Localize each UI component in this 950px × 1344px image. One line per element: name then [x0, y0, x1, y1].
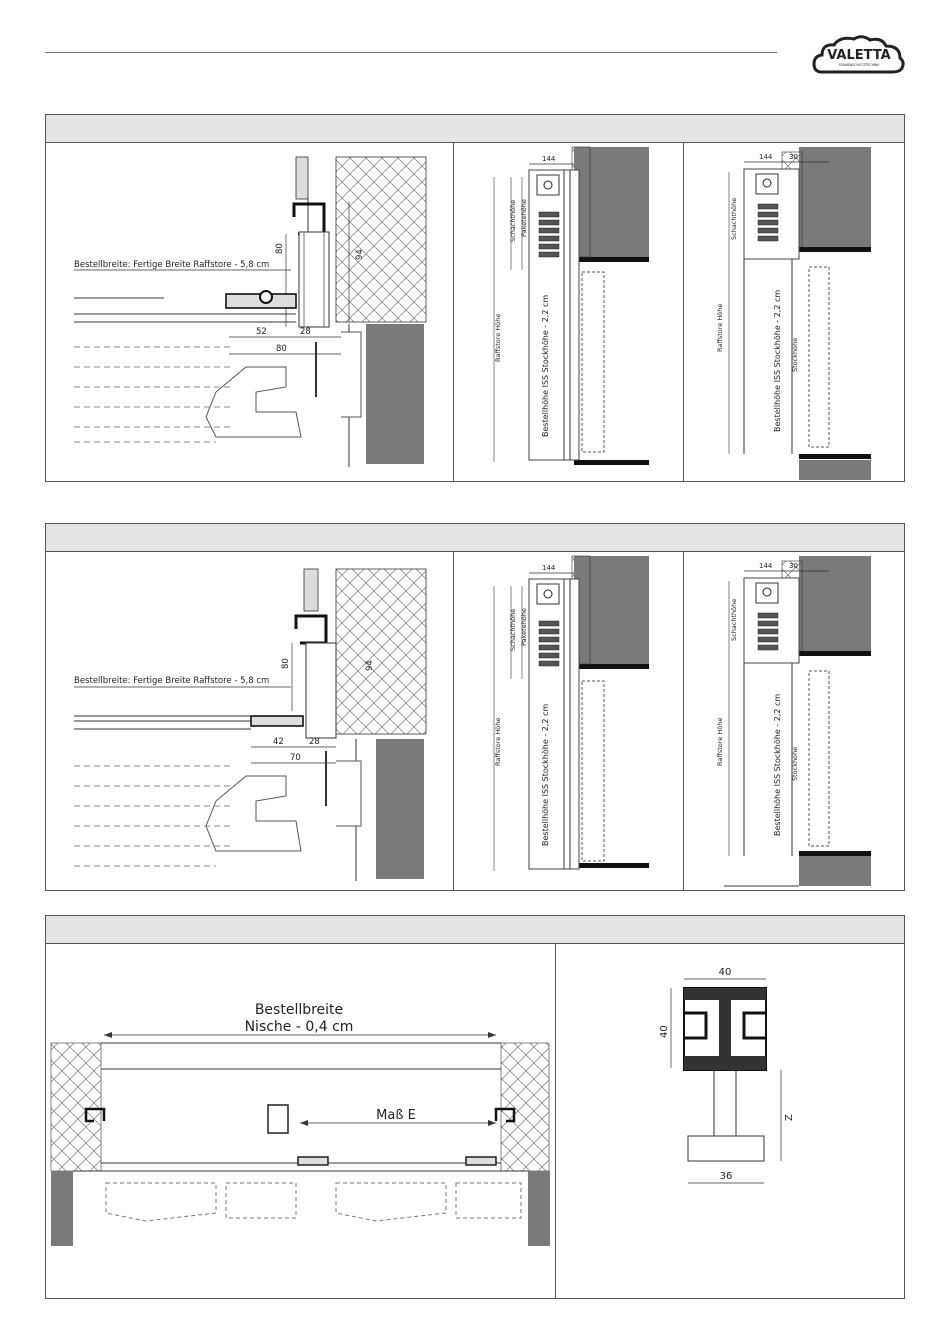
side-a-package-height: Paketehöhe [520, 199, 528, 237]
side-b-order-height: Bestellhöhe ISS Stockhöhe - 2,2 cm [773, 289, 782, 432]
dim-42: 42 [273, 737, 284, 747]
section-3-header [46, 916, 904, 944]
section-2-side-a-drawing [454, 551, 684, 890]
section-1-side-b-drawing [684, 142, 906, 481]
side-a-order-height: Bestellhöhe ISS Stockhöhe - 2,2 cm [541, 703, 550, 846]
side-b-raffstore-height: Raffstore Höhe [716, 717, 724, 766]
section-2-header [46, 524, 904, 552]
dim-94-vertical: 94 [365, 660, 375, 671]
logo-tagline: SONNENSCHUTZTECHNIK [838, 63, 880, 67]
dim-94-vertical: 94 [355, 249, 365, 260]
section-1-side-a-drawing [454, 142, 684, 481]
section-2-detail-cell [46, 551, 454, 890]
dim-70: 70 [290, 753, 301, 763]
dim-28: 28 [300, 327, 311, 337]
section-1-header [46, 115, 904, 143]
section-3-plan-cell [46, 943, 556, 1298]
side-a-raffstore-height: Raffstore Höhe [494, 313, 502, 362]
section-3-plan-drawing [46, 943, 556, 1298]
side-b-frame-height: Stockhöhe [791, 337, 799, 372]
profile-base-width: 36 [719, 1171, 733, 1182]
section-3-panel [45, 915, 905, 1299]
section-2-detail-drawing [46, 551, 454, 890]
side-b-offset: 30 [789, 562, 798, 570]
section-2-side-b-drawing [684, 551, 906, 890]
dim-80-bottom: 80 [276, 344, 287, 354]
profile-z-label: Z [784, 1114, 795, 1121]
side-a-width: 144 [542, 155, 556, 163]
side-a-width: 144 [542, 564, 556, 572]
section-1-detail-cell [46, 142, 454, 481]
section-3-profile-cell [556, 943, 906, 1298]
section-1-detail-drawing [46, 142, 454, 481]
dim-80-vertical: 80 [281, 658, 291, 669]
side-a-shaft-height: Schachthöhe [509, 199, 517, 242]
dim-80-vertical: 80 [275, 243, 285, 254]
profile-cross-section [556, 943, 906, 1298]
section-1-side-b-cell [684, 142, 906, 481]
dim-52: 52 [256, 327, 267, 337]
valetta-logo [812, 34, 906, 76]
dim-e-label: Maß E [376, 1108, 416, 1123]
side-b-offset: 30 [789, 153, 798, 161]
side-b-order-height: Bestellhöhe ISS Stockhöhe - 2,2 cm [773, 693, 782, 836]
section-2-panel [45, 523, 905, 891]
profile-height-left: 40 [659, 1025, 670, 1038]
side-a-package-height: Paketehöhe [520, 608, 528, 646]
header-rule [45, 52, 777, 53]
side-a-shaft-height: Schachthöhe [509, 608, 517, 651]
section-2-side-a-cell [454, 551, 684, 890]
section-2-side-b-cell [684, 551, 906, 890]
order-width-label: Bestellbreite: Fertige Breite Raffstore - 5,8 cm [74, 260, 270, 270]
side-b-shaft-height: Schachthöhe [730, 598, 738, 641]
side-b-shaft-height: Schachthöhe [730, 197, 738, 240]
side-b-raffstore-height: Raffstore Höhe [716, 303, 724, 352]
logo-name: VALETTA [827, 48, 891, 63]
section-1-side-a-cell [454, 142, 684, 481]
plan-order-width: Bestellbreite [254, 1002, 344, 1018]
side-b-width: 144 [759, 562, 773, 570]
side-a-order-height: Bestellhöhe ISS Stockhöhe - 2,2 cm [541, 294, 550, 437]
section-1-panel [45, 114, 905, 482]
side-b-frame-height: Stockhöhe [791, 746, 799, 781]
side-a-raffstore-height: Raffstore Höhe [494, 717, 502, 766]
plan-order-width-formula: Nische - 0,4 cm [244, 1019, 354, 1035]
dim-28: 28 [309, 737, 320, 747]
order-width-label: Bestellbreite: Fertige Breite Raffstore - 5,8 cm [74, 676, 270, 686]
side-b-width: 144 [759, 153, 773, 161]
profile-width-top: 40 [718, 967, 732, 978]
